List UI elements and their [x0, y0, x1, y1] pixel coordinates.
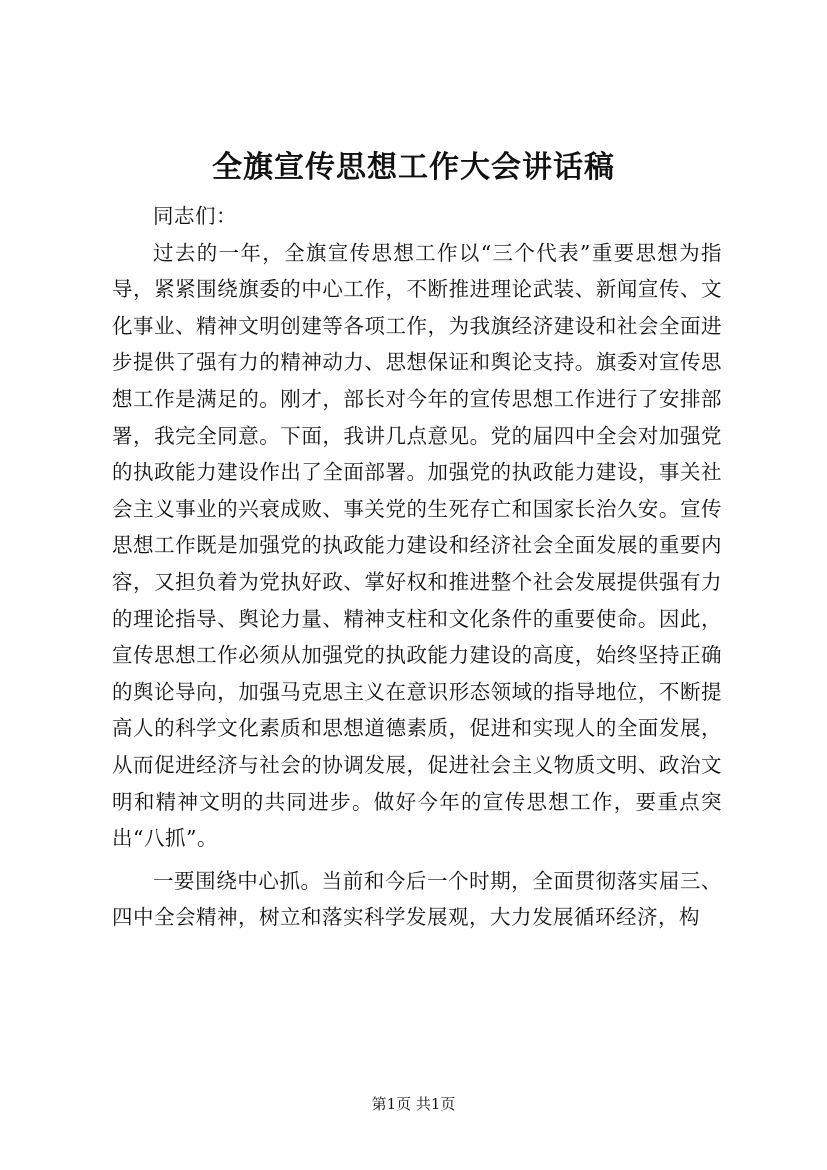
document-title: 全旗宣传思想工作大会讲话稿 — [212, 150, 615, 185]
page-footer: 第1页 共1页 — [371, 1095, 456, 1113]
body-paragraph-2: 一要围绕中心抓。当前和今后一个时期，全面贯彻落实届三、四中全会精神，树立和落实科学发展观，大力发展循环经济，构 — [112, 868, 722, 930]
salutation: 同志们： — [153, 204, 237, 228]
document-body — [112, 198, 722, 936]
body-paragraph-1: 过去的一年，全旗宣传思想工作以“三个代表”重要思想为指导，紧紧围绕旗委的中心工作，不断推进理论武装、新闻宣传、文化事业、精神文明创建等各项工作，为我旗经济建设和社会全面进步提供了强有力的精神动力、思想保证和舆论支持。旗委对宣传思想工作是满足的。刚才，部长对今年的宣传思想工作进行了安排部署，我完全同意。下面，我讲几点意见。党的届四中全会对加强党的执政能力建设作出了全面部署。加强党的执政能力建设，事关社会主义事业的兴衰成败、事关党的生死存亡和国家长治久安。宣传思想工作既是加强党的执政能力建设和经济社会全面发展的重要内容，又担负着为党执好政、掌好权和推进整个社会发展提供强有力的理论指导、舆论力量、精神支柱和文化条件的重要使命。因此，宣传思想工作必须从加强党的执政能力建设的高度，始终坚持正确的舆论导向，加强马克思主义在意识形态领域的指导地位，不断提高人的科学文化素质和思想道德素质，促进和实现人的全面发展，从而促进经济与社会的协调发展，促进社会主义物质文明、政治文明和精神文明的共同进步。做好今年的宣传思想工作，要重点突出“八抓”。 — [112, 240, 722, 851]
